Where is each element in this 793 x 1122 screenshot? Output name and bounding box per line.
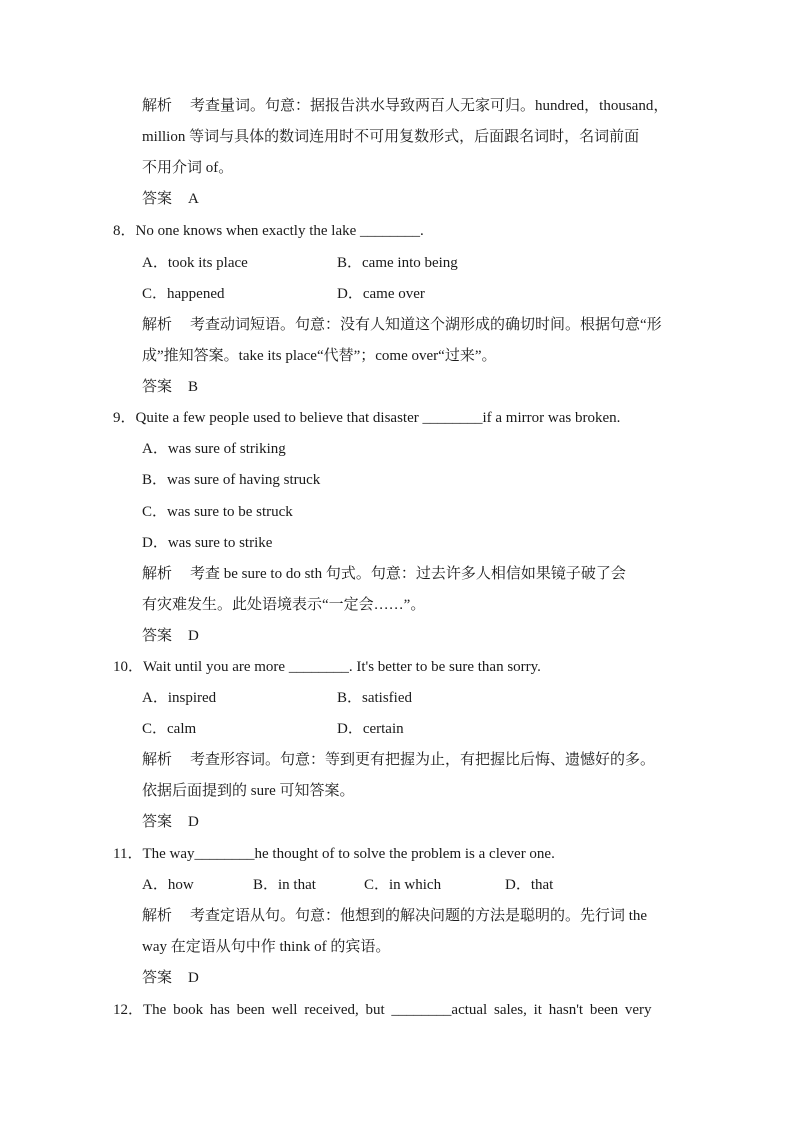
question-11-stem: 11．The way________he thought of to solve the problem is a clever one. bbox=[113, 846, 555, 862]
answer-value: D bbox=[188, 814, 199, 830]
analysis-q9-line1: 解析 考查 be sure to do sth 句式。句意：过去许多人相信如果镜子破了会 bbox=[142, 566, 626, 582]
analysis-q7-line2: million 等词与具体的数词连用时不可用复数形式，后面跟名词时，名词前面 bbox=[142, 129, 640, 145]
analysis-q11-line1: 解析 考查定语从句。句意：他想到的解决问题的方法是聪明的。先行词 the bbox=[142, 908, 648, 924]
question-10-option-a: A．inspired bbox=[142, 690, 217, 706]
question-10-option-b: B．satisfied bbox=[337, 690, 412, 706]
question-11-option-b: B．in that bbox=[253, 877, 316, 893]
question-9-option-b: B．was sure of having struck bbox=[142, 472, 321, 488]
answer-label: 答案 bbox=[142, 814, 173, 830]
analysis-label: 解析 bbox=[142, 566, 173, 582]
question-8-option-a: A．took its place bbox=[142, 255, 248, 271]
analysis-q11-line2: way 在定语从句中作 think of 的宾语。 bbox=[142, 939, 391, 955]
answer-q7 bbox=[142, 189, 199, 209]
answer-value: D bbox=[188, 628, 199, 644]
question-9-option-d: D．was sure to strike bbox=[142, 535, 273, 551]
question-8-option-d: D．came over bbox=[337, 286, 425, 302]
answer-label: 答案 bbox=[142, 379, 173, 395]
analysis-q10-line2: 依据后面提到的 sure 可知答案。 bbox=[142, 783, 355, 799]
analysis-label: 解析 bbox=[142, 317, 173, 333]
question-10-option-c: C．calm bbox=[142, 721, 197, 737]
answer-label: 答案 bbox=[142, 970, 173, 986]
answer-value: A bbox=[188, 191, 199, 207]
answer-value: D bbox=[188, 970, 199, 986]
analysis-q8-line1: 解析 考查动词短语。句意：没有人知道这个湖形成的确切时间。根据句意“形 bbox=[142, 317, 662, 333]
analysis-q10-line1: 解析 考查形容词。句意：等到更有把握为止，有把握比后悔、遗憾好的多。 bbox=[142, 752, 656, 768]
answer-q9 bbox=[142, 626, 199, 646]
question-11-option-a: A．how bbox=[142, 877, 194, 893]
analysis-label: 解析 bbox=[142, 98, 173, 114]
answer-q10 bbox=[142, 812, 199, 832]
question-10-stem: 10．Wait until you are more ________. It's better to be sure than sorry. bbox=[113, 659, 541, 675]
answer-label: 答案 bbox=[142, 628, 173, 644]
analysis-label: 解析 bbox=[142, 752, 173, 768]
question-8-option-c: C．happened bbox=[142, 286, 225, 302]
answer-q8 bbox=[142, 377, 198, 397]
answer-label: 答案 bbox=[142, 191, 173, 207]
analysis-label: 解析 bbox=[142, 908, 173, 924]
question-9-option-c: C．was sure to be struck bbox=[142, 504, 293, 520]
analysis-q9-line2: 有灾难发生。此处语境表示“一定会……”。 bbox=[142, 597, 426, 613]
answer-value: B bbox=[188, 379, 199, 395]
question-8-stem: 8．No one knows when exactly the lake ________. bbox=[113, 223, 424, 239]
question-12-stem: 12．The book has been well received, but ________actual sales, it hasn't been very bbox=[113, 1002, 652, 1018]
analysis-q7-line1: 解析 考查量词。句意：据报告洪水导致两百人无家可归。hundred，thousand， bbox=[142, 98, 669, 114]
question-10-option-d: D．certain bbox=[337, 721, 404, 737]
analysis-q7-line3: 不用介词 of。 bbox=[142, 160, 234, 176]
question-11-option-c: C．in which bbox=[364, 877, 442, 893]
analysis-q8-line2: 成”推知答案。take its place“代替”；come over“过来”。 bbox=[142, 348, 497, 364]
question-9-option-a: A．was sure of striking bbox=[142, 441, 286, 457]
question-11-option-d: D．that bbox=[505, 877, 554, 893]
question-8-option-b: B．came into being bbox=[337, 255, 458, 271]
answer-q11 bbox=[142, 968, 199, 988]
question-9-stem: 9．Quite a few people used to believe that disaster ________if a mirror was broken. bbox=[113, 410, 621, 426]
